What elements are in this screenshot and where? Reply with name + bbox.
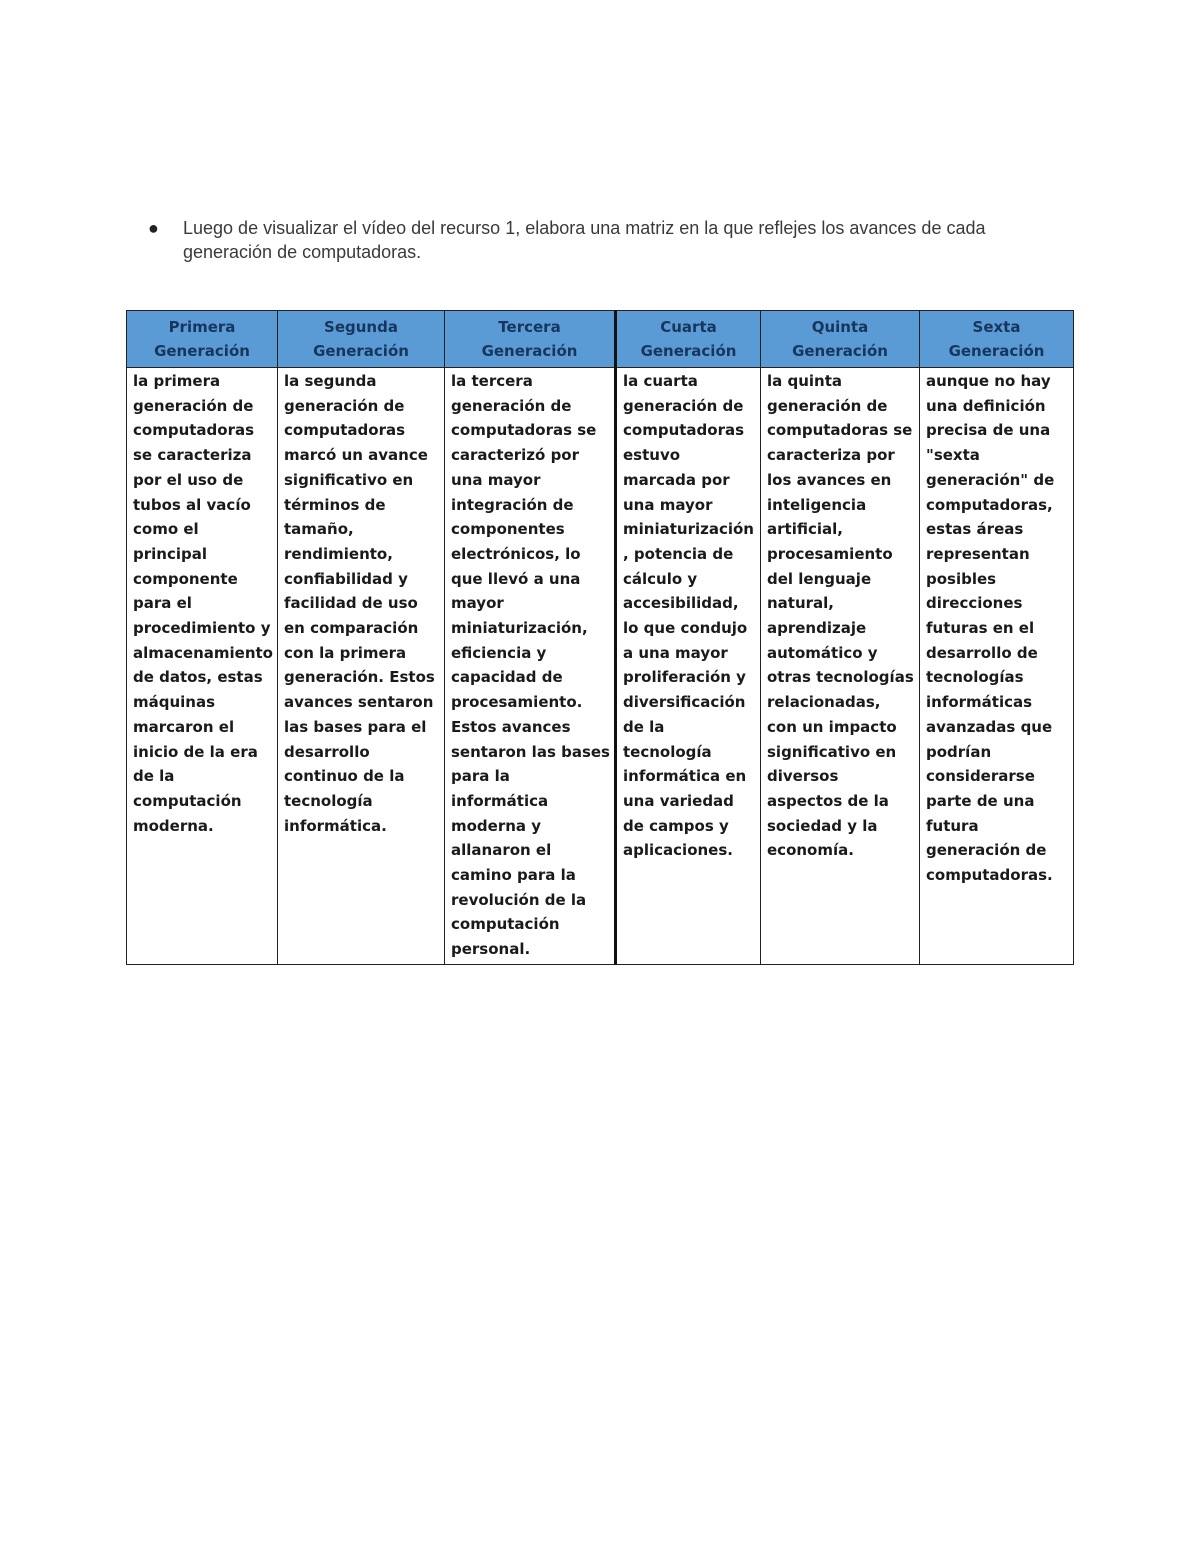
header-primera-generacion: Primera Generación — [127, 311, 278, 368]
cell-cuarta-generacion: la cuarta generación de computadoras estuvo marcada por una mayor miniaturización, potencia de cálculo y accesibilidad, lo que condujo a una mayor proliferación y diversificación de la tecnología informática en una variedad de campos y aplicaciones. — [616, 368, 761, 965]
instruction-text: Luego de visualizar el vídeo del recurso 1, elabora una matriz en la que reflejes los avances de cada generación de computadoras. — [183, 218, 986, 262]
header-quinta-generacion: Quinta Generación — [761, 311, 920, 368]
header-cuarta-generacion: Cuarta Generación — [616, 311, 761, 368]
cell-primera-generacion: la primera generación de computadoras se caracteriza por el uso de tubos al vacío como el principal componente para el procedimiento y almacenamiento de datos, estas máquinas marcaron el inicio de la era de la computación moderna. — [127, 368, 278, 965]
cell-tercera-generacion: la tercera generación de computadoras se caracterizó por una mayor integración de componentes electrónicos, lo que llevó a una mayor miniaturización, eficiencia y capacidad de procesamiento. Estos avances sentaron las bases para la informática moderna y allanaron el camino para la revolución de la computación personal. — [445, 368, 616, 965]
header-row — [127, 311, 1074, 368]
content-row — [127, 368, 1074, 965]
cell-sexta-generacion: aunque no hay una definición precisa de una "sexta generación" de computadoras, estas áreas representan posibles direcciones futuras en el desarrollo de tecnologías informáticas avanzadas que podrían considerarse parte de una futura generación de computadoras. — [920, 368, 1074, 965]
cell-quinta-generacion: la quinta generación de computadoras se caracteriza por los avances en inteligencia artificial, procesamiento del lenguaje natural, aprendizaje automático y otras tecnologías relacionadas, con un impacto significativo en diversos aspectos de la sociedad y la economía. — [761, 368, 920, 965]
header-tercera-generacion: Tercera Generación — [445, 311, 616, 368]
header-segunda-generacion: Segunda Generación — [278, 311, 445, 368]
generations-matrix — [126, 310, 1074, 965]
bullet-icon: ● — [148, 218, 159, 238]
header-sexta-generacion: Sexta Generación — [920, 311, 1074, 368]
cell-segunda-generacion: la segunda generación de computadoras marcó un avance significativo en términos de tamaño, rendimiento, confiabilidad y facilidad de uso en comparación con la primera generación. Estos avances sentaron las bases para el desarrollo continuo de la tecnología informática. — [278, 368, 445, 965]
